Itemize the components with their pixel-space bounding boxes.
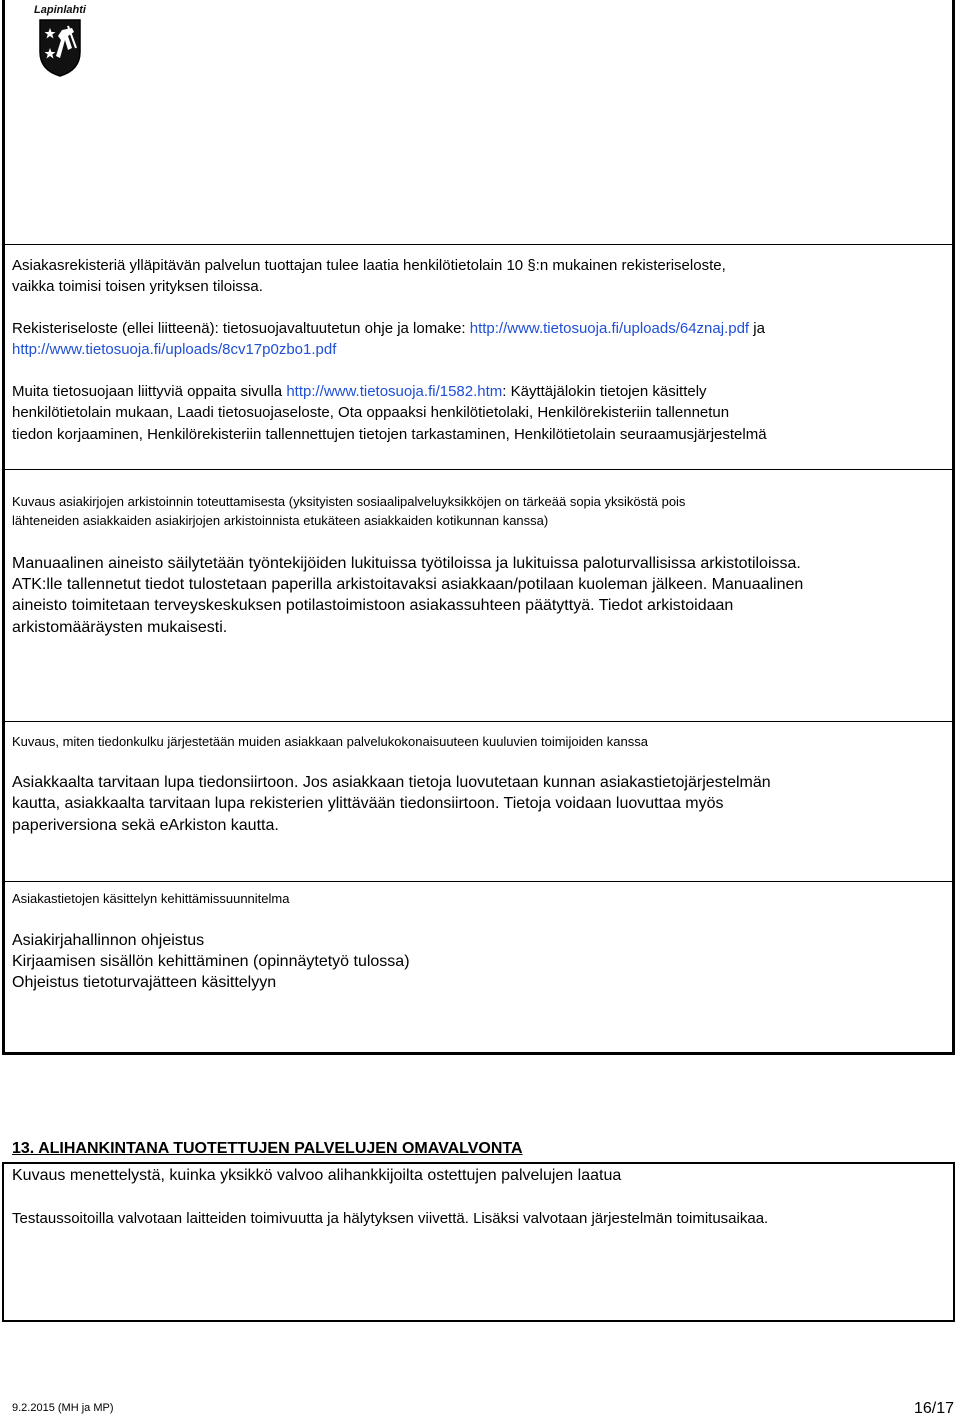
- guides-text: Muita tietosuojaan liittyviä oppaita sivulla: [12, 383, 287, 400]
- guides-line: tiedon korjaaminen, Henkilörekisteriin tallennettujen tietojen tarkastaminen, Henkilötietolain seuraamusjärjestelmä: [12, 426, 767, 443]
- archiving-text-line: Manuaalinen aineisto säilytetään työntekijöiden lukituissa työtiloissa ja lukituissa paloturvallisissa arkistotiloissa.: [12, 555, 801, 572]
- registry-form-link[interactable]: http://www.tietosuoja.fi/uploads/64znaj.pdf: [469, 320, 750, 337]
- archiving-label: Kuvaus asiakirjojen arkistoinnin toteuttamisesta (yksityisten sosiaalipalveluyksikköjen on tärkeää sopia yksiköstä pois: [12, 494, 686, 509]
- registry-statement-conjunction: ja: [749, 320, 765, 337]
- guides-link[interactable]: http://www.tietosuoja.fi/1582.htm: [286, 383, 503, 400]
- registry-intro-line: vaikka toimisi toisen yrityksen tiloissa.: [12, 278, 263, 295]
- registry-intro-line: Asiakasrekisteriä ylläpitävän palvelun tuottajan tulee laatia henkilötietolain 10 §:n mukainen rekisteriseloste,: [12, 257, 726, 274]
- archiving-text-line: aineisto toimitetaan terveyskeskuksen potilastoimistoon asiakassuhteen päätyttyä. Tiedot arkistoidaan: [12, 597, 734, 614]
- section-divider: [2, 721, 955, 722]
- development-plan-item: Kirjaamisen sisällön kehittäminen (opinnäytetyö tulossa): [12, 953, 410, 970]
- information-flow-text-line: paperiversiona sekä eArkiston kautta.: [12, 817, 279, 834]
- archiving-text-line: ATK:lle tallennetut tiedot tulostetaan paperilla arkistoitavaksi asiakkaan/potilaan kuoleman jälkeen. Manuaalinen: [12, 576, 804, 593]
- guides-line: [12, 381, 707, 402]
- registry-statement-text: Rekisteriseloste (ellei liitteenä): tietosuojavaltuutetun ohje ja lomake:: [12, 320, 470, 337]
- section-divider: [2, 244, 955, 245]
- subcontracting-text: Testaussoitoilla valvotaan laitteiden toimivuutta ja hälytyksen viivettä. Lisäksi valvotaan järjestelmän toimitusaikaa.: [12, 1210, 769, 1227]
- logo-title: Lapinlahti: [34, 4, 86, 16]
- archiving-label: lähteneiden asiakkaiden asiakirjojen arkistoinnista etukäteen asiakkaiden kotikunnan kanssa): [12, 513, 549, 528]
- page-number: 16/17: [913, 1400, 954, 1417]
- section-divider: [2, 469, 955, 470]
- footer-date: 9.2.2015 (MH ja MP): [12, 1402, 114, 1414]
- registry-form-link[interactable]: http://www.tietosuoja.fi/uploads/8cv17p0zbo1.pdf: [12, 341, 337, 358]
- information-flow-text-line: Asiakkaalta tarvitaan lupa tiedonsiirtoon. Jos asiakkaan tietoja luovutetaan kunnan asiakastietojärjestelmän: [12, 774, 771, 791]
- registry-statement-line: [12, 318, 765, 339]
- guides-line: henkilötietolain mukaan, Laadi tietosuojaseloste, Ota oppaaksi henkilötietolaki, Henkilörekisteriin tallennetun: [12, 404, 730, 421]
- archiving-text-line: arkistomääräysten mukaisesti.: [12, 619, 228, 636]
- section-divider: [2, 881, 955, 882]
- development-plan-item: Ohjeistus tietoturvajätteen käsittelyyn: [12, 974, 277, 991]
- section-13-heading: 13. ALIHANKINTANA TUOTETTUJEN PALVELUJEN OMAVALVONTA: [12, 1140, 523, 1157]
- development-plan-item: Asiakirjahallinnon ohjeistus: [12, 932, 205, 949]
- information-flow-label: Kuvaus, miten tiedonkulku järjestetään muiden asiakkaan palvelukokonaisuuteen kuuluvien toimijoiden kanssa: [12, 734, 648, 749]
- form-table-lower: [2, 1162, 955, 1322]
- information-flow-text-line: kautta, asiakkaalta tarvitaan lupa rekisterien ylittävään tiedonsiirtoon. Tietoja voidaan luovuttaa myös: [12, 795, 724, 812]
- guides-text: : Käyttäjälokin tietojen käsittely: [502, 383, 707, 400]
- subcontracting-label: Kuvaus menettelystä, kuinka yksikkö valvoo alihankkijoilta ostettujen palvelujen laatua: [12, 1167, 622, 1184]
- registry-statement-line: [12, 339, 336, 360]
- development-plan-label: Asiakastietojen käsittelyn kehittämissuunnitelma: [12, 891, 290, 906]
